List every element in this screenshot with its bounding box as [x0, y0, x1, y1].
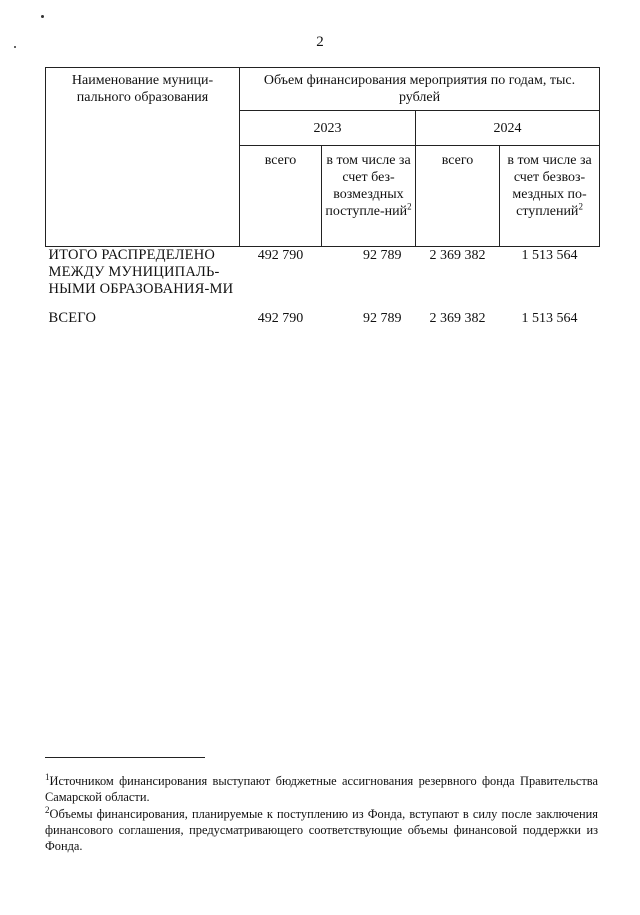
cell-2023-total: 492 790: [257, 311, 304, 326]
footnote-mark: 2: [45, 804, 50, 815]
table-row: [46, 247, 600, 299]
footnote-2: [45, 806, 598, 854]
page-number: 2: [316, 34, 324, 50]
footnote-ref: 2: [578, 201, 583, 212]
row-name: ИТОГО РАСПРЕДЕЛЕНО МЕЖДУ МУНИЦИПАЛЬ-НЫМИ ОБРАЗОВАНИЯ-МИ: [48, 247, 234, 297]
cell-2023-incl: 92 789: [363, 311, 402, 326]
header-2023-total: всего: [240, 146, 322, 247]
cell-2024-incl: 1 513 564: [521, 311, 578, 326]
cell-2024-total: 2 369 382: [429, 311, 486, 326]
cell-2023-incl: 92 789: [363, 248, 402, 263]
header-2024-incl-text: в том числе за счет безвоз-мездных по-ступлений: [507, 153, 592, 219]
funding-table: [45, 67, 600, 327]
header-2024-incl: [500, 146, 600, 247]
header-2024-total: всего: [416, 146, 500, 247]
row-name: ВСЕГО: [48, 310, 97, 326]
scan-speck: [41, 15, 44, 18]
cell-2024-incl: 1 513 564: [521, 248, 578, 263]
footnote-text: Объемы финансирования, планируемые к поступлению из Фонда, вступают в силу после заключения финансового соглашения, предусматривающего соответствующие объемы финансовой поддержки из Фонда.: [45, 807, 598, 853]
cell-2024-total: 2 369 382: [429, 248, 486, 263]
footnote-mark: 1: [45, 771, 50, 782]
header-2023-incl: [322, 146, 416, 247]
header-funding-title: Объем финансирования мероприятия по годам, тыс. рублей: [240, 68, 600, 111]
header-municipality-name: Наименование муници-пального образования: [46, 68, 240, 247]
footnote-divider: [45, 757, 205, 758]
header-year-2024: 2024: [416, 111, 600, 146]
footnote-ref: 2: [407, 201, 412, 212]
header-2023-incl-text: в том числе за счет без-возмездных поступле-ний: [325, 153, 411, 219]
header-year-2023: 2023: [240, 111, 416, 146]
cell-2023-total: 492 790: [257, 248, 304, 263]
footnote-text: Источником финансирования выступают бюджетные ассигнования резервного фонда Правительства Самарской области.: [45, 774, 598, 804]
table-row: [46, 310, 600, 327]
footnote-1: [45, 773, 598, 805]
